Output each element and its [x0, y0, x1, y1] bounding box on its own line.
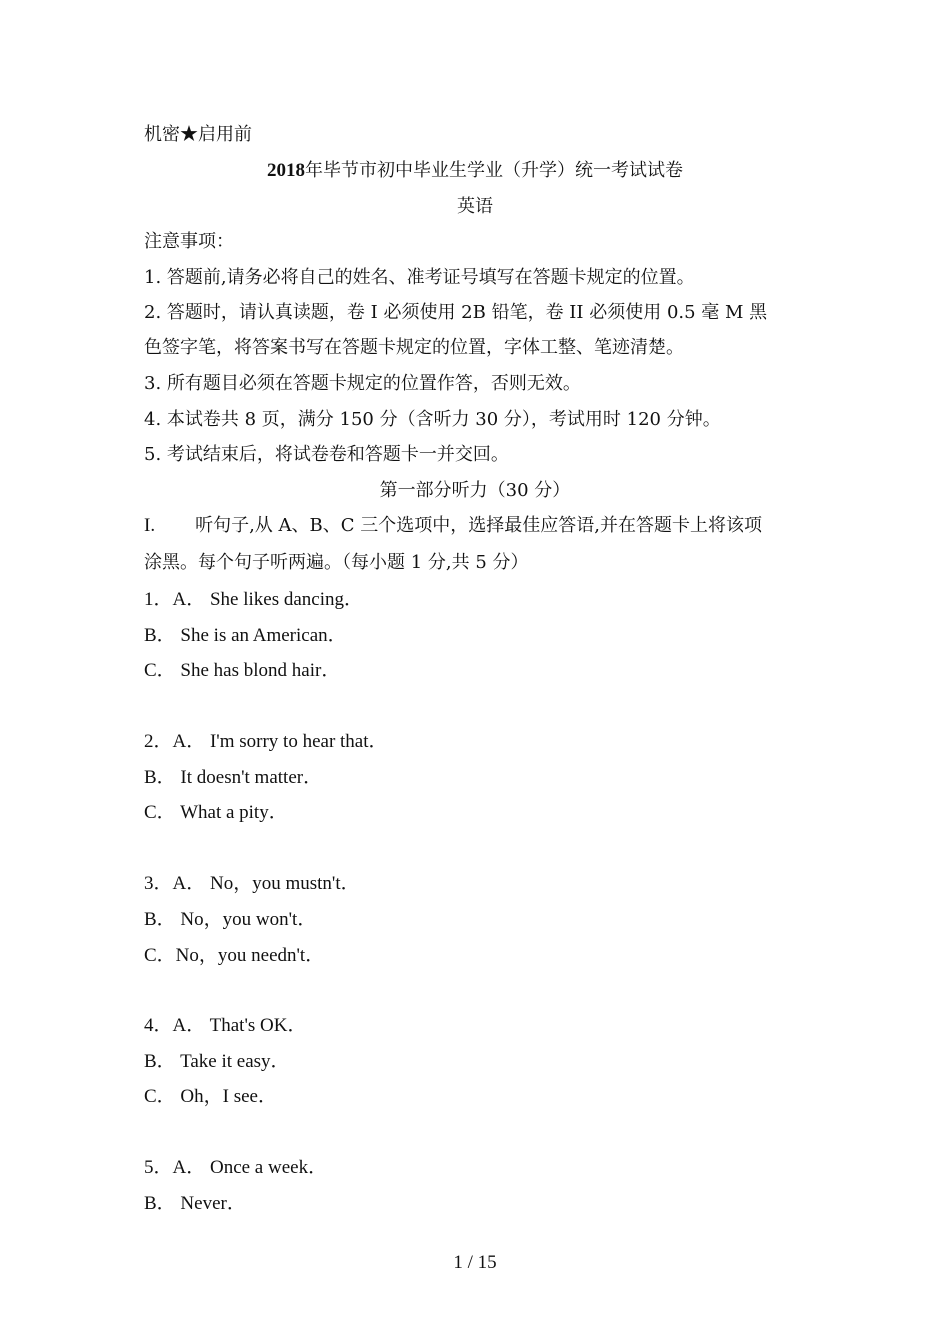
note-item: 色签字笔，将答案书写在答题卡规定的位置，字体工整、笔迹清楚。: [144, 337, 684, 358]
instruction-number: I.: [144, 515, 156, 536]
question-3-option-a: 3．A． No，you mustn't．: [144, 873, 360, 894]
subject-title: 英语: [457, 196, 493, 217]
question-1-option-a: 1．A． She likes dancing．: [144, 589, 364, 610]
question-3-option-b: B． No，you won't．: [144, 909, 317, 930]
note-item: 3. 所有题目必须在答题卡规定的位置作答，否则无效。: [144, 373, 581, 394]
question-5-option-a: 5．A． Once a week．: [144, 1157, 328, 1178]
question-4-option-c: C． Oh，I see．: [144, 1086, 277, 1107]
question-3-option-c: C．No，you needn't．: [144, 945, 325, 966]
note-item: 1. 答题前,请务必将自己的姓名、准考证号填写在答题卡规定的位置。: [144, 267, 695, 288]
page-number: 1 / 15: [453, 1252, 497, 1273]
exam-title-year: 2018: [267, 160, 305, 181]
confidential-label: 机密★启用前: [144, 124, 252, 145]
question-4-option-a: 4．A． That's OK．: [144, 1015, 307, 1036]
question-2-option-a: 2．A． I'm sorry to hear that．: [144, 731, 388, 752]
section-instruction: [144, 514, 762, 538]
question-1-option-b: B． She is an American．: [144, 625, 347, 646]
exam-title: [0, 159, 950, 183]
section-title: 第一部分听力（30 分）: [379, 480, 571, 501]
question-2-option-b: B． It doesn't matter．: [144, 767, 323, 788]
question-2-option-c: C． What a pity．: [144, 802, 288, 823]
question-5-option-b: B． Never．: [144, 1193, 246, 1214]
notes-heading: 注意事项：: [144, 231, 234, 252]
instruction-text-line2: 涂黑。每个句子听两遍。（每小题 1 分,共 5 分）: [144, 552, 529, 573]
note-item: 5. 考试结束后，将试卷卷和答题卡一并交回。: [144, 444, 509, 465]
note-item: 2. 答题时，请认真读题，卷 I 必须使用 2B 铅笔，卷 II 必须使用 0.5 毫 M 黑: [144, 302, 768, 323]
question-1-option-c: C． She has blond hair．: [144, 660, 341, 681]
instruction-text-line1: 听句子,从 A、B、C 三个选项中，选择最佳应答语,并在答题卡上将该项: [195, 515, 762, 536]
note-item: 4. 本试卷共 8 页，满分 150 分（含听力 30 分），考试用时 120 分钟。: [144, 409, 721, 430]
question-4-option-b: B． Take it easy．: [144, 1051, 290, 1072]
exam-title-text: 年毕节市初中毕业生学业（升学）统一考试试卷: [305, 160, 683, 181]
